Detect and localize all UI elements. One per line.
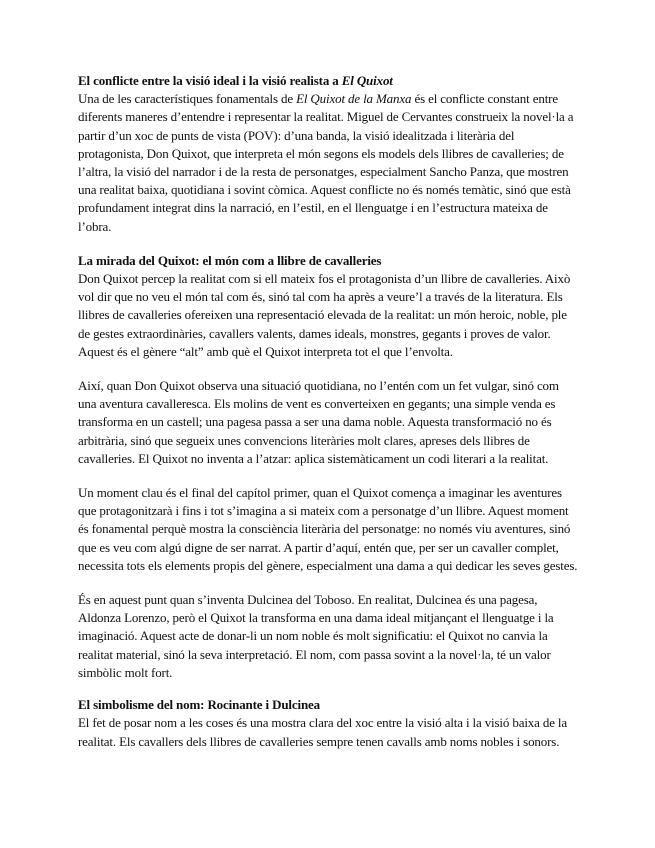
paragraph-text: Una de les característiques fonamentals de [78,91,297,107]
paragraph: Don Quixot percep la realitat com si ell mateix fos el protagonista d’un llibre de cavalleries. Això vol dir que no veu el món tal com és, sinó tal com ha après a veure’l a través de la literatura. Els llibres de cavalleries ofereixen una representació elevada de la realitat: un món heroic, noble, ple de gestes extraordinàries, cavallers valents, dames ideals, monstres, gegants i proves de valor. Aquest és el gènere “alt” amb què el Quixot interpreta tot el que l’envolta. [78,271,571,359]
paragraph-text: és el conflicte constant entre diferents maneres d’entendre i representar la realitat. Miguel de Cervantes construeix la novel·la a partir d’un xoc de punts de vista (POV): d’una banda, la visió idealitzada i literària del protagonista, Don Quixot, que interpreta el món segons els models dels llibres de cavalleries; de l’altra, la visió del narrador i de la resta de personatges, especialment Sancho Panza, que mostren una realitat baixa, quotidiana i sovint còmica. Aquest conflicte no és només temàtic, sinó que està profundament integrat dins la narració, en l’estil, en el llenguatge i en l’estructura mateixa de l’obra. [78,91,574,234]
paragraph: El fet de posar nom a les coses és una mostra clara del xoc entre la visió alta i la visió baixa de la realitat. Els cavallers dels llibres de cavalleries sempre tenen cavalls amb noms nobles i sonors. [78,715,567,749]
section-heading-simbolisme: El simbolisme del nom: Rocinante i Dulcinea [78,697,320,713]
section-heading-conflicte [78,72,580,90]
spacer [78,575,580,591]
paragraph: Així, quan Don Quixot observa una situació quotidiana, no l’entén com un fet vulgar, sinó com una aventura cavalleresca. Els molins de vent es converteixen en gegants; una simple venda es transforma en un castell; una pagesa passa a ser una dama noble. Aquesta transformació no és arbitrària, sinó que segueix unes convencions literàries molt clares, apreses dels llibres de cavalleries. El Quixot no inventa a l’atzar: aplica sistemàticament un codi literari a la realitat. [78,378,559,466]
section-heading-mirada: La mirada del Quixot: el món com a llibre de cavalleries [78,252,382,268]
paragraph-intro [78,90,580,236]
heading-text: El conflicte entre la visió ideal i la visió realista a [78,73,342,88]
spacer [78,682,580,696]
document-page [78,72,580,751]
paragraph: És en aquest punt quan s’inventa Dulcinea del Toboso. En realitat, Dulcinea és una pagesa, Aldonza Lorenzo, però el Quixot la transforma en una dama ideal mitjançant el llenguatge i la imaginació. Aquest acte de donar-li un nom noble és molt significatiu: el Quixot no canvia la realitat material, sinó la seva interpretació. El nom, com passa sovint a la novel·la, té un valor simbòlic molt fort. [78,592,554,680]
spacer [78,468,580,484]
spacer [78,361,580,377]
paragraph: Un moment clau és el final del capítol primer, quan el Quixot comença a imaginar les aventures que protagonitzarà i fins i tot s’imagina a si mateix com a personatge d’un llibre. Aquest moment és fonamental perquè mostra la consciència literària del personatge: no només viu aventures, sinó que es veu com algú digne de ser narrat. A partir d’aquí, entén que, per ser un cavaller complet, necessita tots els elements propis del gènere, especialment una dama a qui dedicar les seves gestes. [78,485,578,573]
book-title-italic: El Quixot de la Manxa [296,91,412,107]
spacer [78,236,580,252]
heading-title-italic: El Quixot [341,73,393,88]
